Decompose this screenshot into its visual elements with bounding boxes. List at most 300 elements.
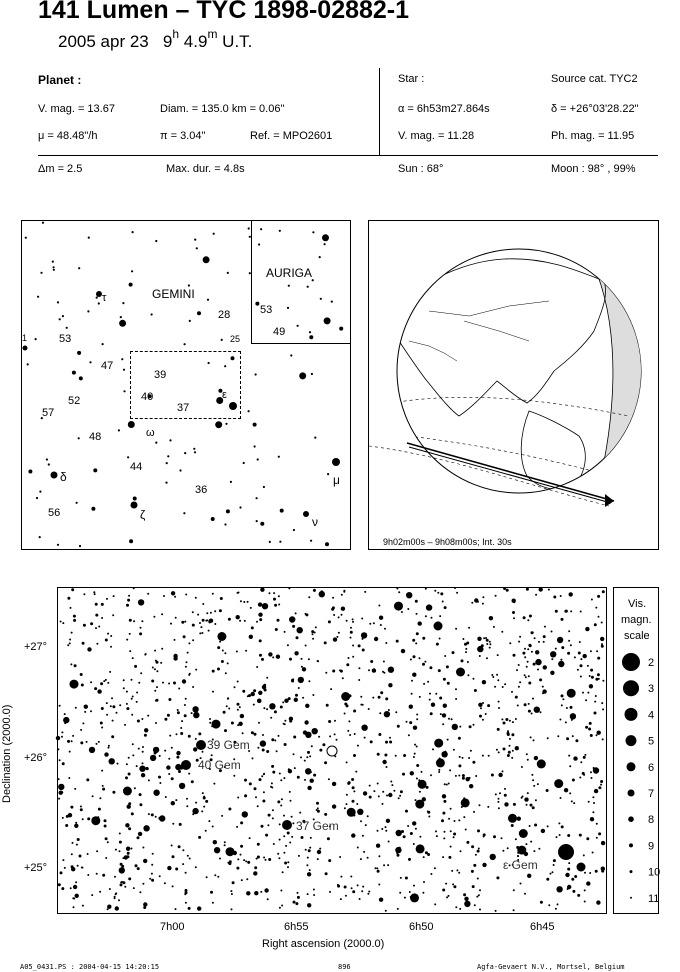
field-star: [195, 669, 197, 671]
field-star: [237, 797, 239, 799]
field-star: [463, 799, 465, 801]
field-star: [116, 712, 118, 714]
finder-star: [303, 511, 309, 517]
time-suffix: U.T.: [217, 32, 253, 51]
field-star: [485, 713, 487, 715]
field-star: [408, 734, 410, 736]
field-star: [479, 889, 481, 891]
field-star: [271, 787, 273, 789]
field-star: [253, 704, 255, 706]
field-star: [71, 867, 75, 871]
field-star: [589, 872, 591, 874]
field-star: [561, 694, 564, 697]
field-star: [344, 886, 347, 889]
field-star: [361, 890, 363, 892]
field-star: [312, 638, 314, 640]
field-star: [150, 755, 156, 761]
field-star: [479, 715, 482, 718]
finder-star: [263, 486, 265, 488]
finder-star: [319, 256, 321, 258]
named-star: [434, 622, 443, 631]
field-star: [553, 864, 555, 866]
field-star: [126, 703, 128, 705]
field-star: [384, 711, 390, 717]
field-star: [498, 701, 500, 703]
field-star: [296, 636, 299, 639]
field-star: [453, 836, 455, 838]
field-star: [95, 603, 98, 606]
field-star: [269, 592, 271, 594]
field-star: [208, 630, 210, 632]
field-star: [205, 830, 207, 832]
field-star: [378, 795, 380, 797]
field-star: [279, 839, 281, 841]
field-star: [526, 588, 529, 591]
field-star: [467, 674, 469, 676]
field-star: [282, 701, 284, 703]
field-star: [332, 606, 335, 609]
field-star: [357, 884, 359, 886]
field-star: [136, 692, 138, 694]
field-star: [451, 870, 453, 872]
field-star: [224, 841, 226, 843]
field-star: [430, 712, 433, 715]
finder-star: [260, 522, 264, 526]
field-star: [466, 841, 469, 844]
field-star: [587, 665, 589, 667]
field-star: [430, 873, 432, 875]
field-star: [151, 813, 154, 816]
field-star: [389, 737, 391, 739]
field-star: [489, 641, 491, 643]
field-star: [568, 887, 570, 889]
field-star: [407, 825, 409, 827]
finder-star: [255, 302, 259, 306]
field-star: [472, 761, 475, 764]
field-star: [590, 771, 592, 773]
field-star: [262, 603, 268, 609]
field-star: [293, 736, 296, 739]
field-star: [339, 856, 341, 858]
field-star: [594, 623, 597, 626]
footer-credit: Agfa-Gevaert N.V., Mortsel, Belgium: [477, 963, 625, 971]
field-star: [248, 694, 251, 697]
field-star: [475, 854, 477, 856]
field-star: [402, 773, 405, 776]
field-star: [592, 852, 594, 854]
scale-dot: [630, 870, 633, 873]
field-star: [559, 719, 561, 721]
star-label: 57: [42, 407, 55, 419]
field-star: [379, 898, 383, 902]
field-star: [343, 590, 345, 592]
field-star: [82, 642, 85, 645]
scale-magnitude-label: 3: [648, 683, 655, 696]
field-star: [301, 836, 304, 839]
field-star: [561, 704, 563, 706]
field-star: [334, 720, 336, 722]
field-star: [598, 616, 600, 618]
field-star: [350, 637, 352, 639]
field-star: [177, 709, 179, 711]
field-star: [602, 738, 604, 740]
scale-dot: [625, 708, 638, 721]
field-star: [369, 623, 371, 625]
field-star: [164, 718, 167, 721]
field-star: [388, 683, 392, 687]
field-star: [495, 910, 497, 912]
field-star: [350, 631, 353, 634]
scale-title: Vis.: [628, 598, 647, 610]
field-star: [280, 706, 283, 709]
field-star: [525, 676, 527, 678]
field-star: [133, 887, 135, 889]
field-star: [263, 791, 265, 793]
moon-info: Moon : 98° , 99%: [551, 163, 636, 175]
field-star: [317, 810, 320, 813]
field-star: [283, 815, 285, 817]
field-star: [568, 862, 570, 864]
field-star: [419, 791, 421, 793]
finder-star: [226, 509, 230, 513]
field-star: [442, 856, 444, 858]
star-label: 47: [101, 360, 114, 372]
field-star: [443, 704, 447, 708]
field-star: [347, 730, 349, 732]
finder-star: [324, 243, 326, 245]
field-star: [240, 854, 242, 856]
finder-star: [51, 472, 58, 479]
field-star: [203, 797, 206, 800]
planet-heading: Planet :: [38, 73, 82, 87]
field-star: [594, 789, 598, 793]
field-star: [346, 663, 349, 666]
field-star: [602, 680, 604, 682]
field-star: [413, 885, 415, 887]
field-star: [173, 682, 176, 685]
page-title: 141 Lumen – TYC 1898-02882-1: [38, 0, 410, 24]
field-star: [187, 855, 189, 857]
field-star: [284, 631, 286, 633]
field-star: [410, 893, 419, 902]
finder-star: [122, 302, 124, 304]
field-star: [378, 733, 381, 736]
star-delta: δ = +26°03'28.22": [551, 103, 639, 115]
field-star: [110, 635, 112, 637]
field-star: [144, 734, 147, 737]
finder-star: [213, 233, 215, 235]
field-star: [344, 807, 346, 809]
field-star: [155, 816, 157, 818]
field-star: [240, 600, 242, 602]
field-star: [474, 904, 476, 906]
field-star: [272, 771, 275, 774]
field-star: [397, 608, 399, 610]
field-star: [201, 810, 203, 812]
field-star: [497, 728, 500, 731]
field-star: [446, 665, 449, 668]
field-star: [602, 708, 604, 710]
field-star: [532, 698, 534, 700]
field-star: [82, 722, 84, 724]
field-star: [250, 607, 252, 609]
finder-star: [179, 469, 181, 471]
field-star: [352, 645, 354, 647]
scale-magnitude-label: 7: [648, 788, 655, 800]
detail-chart: [57, 587, 607, 914]
field-star: [191, 780, 194, 783]
field-star: [193, 712, 199, 718]
field-star: [127, 852, 130, 855]
field-star: [379, 616, 383, 620]
field-star: [513, 909, 515, 911]
field-star: [428, 816, 430, 818]
field-star: [495, 595, 497, 597]
field-star: [185, 891, 188, 894]
named-star: [282, 820, 292, 830]
finder-star: [165, 482, 167, 484]
field-star: [259, 618, 262, 621]
field-star: [104, 819, 107, 822]
finder-star: [53, 269, 55, 271]
field-star: [322, 743, 325, 746]
finder-star: [230, 481, 232, 483]
field-star: [507, 733, 510, 736]
field-star: [529, 615, 532, 618]
field-star: [370, 740, 373, 743]
finder-star: [183, 512, 185, 514]
field-star: [596, 823, 598, 825]
field-star: [195, 738, 197, 740]
field-star: [350, 627, 352, 629]
field-star: [189, 673, 191, 675]
field-star: [458, 872, 460, 874]
field-star: [414, 744, 416, 746]
field-star: [129, 650, 131, 652]
field-star: [121, 881, 123, 883]
field-star: [313, 894, 315, 896]
field-star: [228, 708, 230, 710]
field-star: [574, 656, 576, 658]
field-star: [566, 737, 569, 740]
field-star: [338, 632, 340, 634]
field-star: [477, 850, 480, 853]
field-star: [99, 797, 101, 799]
finder-star: [155, 240, 157, 242]
field-star: [98, 626, 100, 628]
field-star: [422, 637, 425, 640]
field-star: [543, 641, 545, 643]
finder-star: [53, 266, 55, 268]
field-star: [316, 802, 319, 805]
magnitude-scale: [613, 587, 659, 914]
field-star: [172, 855, 175, 858]
field-star: [171, 591, 175, 595]
field-star: [355, 771, 357, 773]
field-star: [410, 771, 414, 775]
field-star: [143, 825, 149, 831]
field-star: [178, 688, 180, 690]
finder-star: [66, 327, 68, 329]
field-star: [452, 883, 454, 885]
field-star: [593, 767, 599, 773]
field-star: [444, 831, 446, 833]
field-star: [399, 850, 401, 852]
field-star: [119, 833, 121, 835]
footer-page: 896: [338, 963, 351, 971]
finder-star: [331, 301, 333, 303]
field-star: [261, 825, 264, 828]
globe-caption: 9h02m00s – 9h08m00s; Int. 30s: [383, 537, 512, 547]
field-star: [474, 689, 477, 692]
field-star: [176, 756, 179, 759]
field-star: [583, 854, 585, 856]
field-star: [384, 628, 386, 630]
field-star: [219, 641, 221, 643]
field-star: [269, 703, 275, 709]
field-star: [268, 814, 271, 817]
field-star: [388, 841, 390, 843]
field-star: [257, 856, 260, 859]
field-star: [124, 724, 126, 726]
field-star: [515, 718, 517, 720]
field-star: [590, 650, 592, 652]
finder-star: [89, 361, 91, 363]
field-star: [595, 678, 598, 681]
field-star: [127, 599, 130, 602]
field-star: [206, 876, 208, 878]
field-star: [590, 734, 593, 737]
field-star: [497, 654, 499, 656]
field-star: [412, 673, 416, 677]
field-star: [284, 862, 287, 865]
field-star: [197, 906, 201, 910]
field-star: [406, 721, 408, 723]
field-star: [579, 777, 581, 779]
finder-star: [57, 544, 59, 546]
field-star: [455, 628, 457, 630]
delta-mag: Δm = 2.5: [38, 163, 83, 175]
field-star: [266, 708, 268, 710]
field-star: [447, 682, 450, 685]
field-star: [527, 619, 529, 621]
field-star: [533, 850, 535, 852]
field-star: [242, 690, 245, 693]
field-star: [71, 853, 73, 855]
field-star: [425, 588, 427, 590]
field-star: [568, 755, 570, 757]
field-star: [572, 890, 575, 893]
field-star: [494, 686, 496, 688]
field-star: [415, 799, 417, 801]
finder-star: [260, 228, 262, 230]
field-star: [179, 783, 185, 789]
field-star: [532, 632, 534, 634]
field-star: [376, 867, 378, 869]
finder-star: [42, 222, 44, 224]
field-star: [185, 698, 187, 700]
field-star: [503, 587, 506, 590]
field-star: [485, 637, 487, 639]
field-star: [154, 752, 157, 755]
star-label: 37: [177, 402, 190, 414]
field-star: [385, 910, 387, 912]
finder-star: [87, 310, 89, 312]
field-star: [436, 643, 439, 646]
field-star: [64, 867, 66, 869]
field-star: [413, 843, 415, 845]
field-star: [431, 703, 435, 707]
field-star: [95, 627, 97, 629]
field-star: [73, 619, 76, 622]
field-star: [477, 637, 481, 641]
field-star: [422, 892, 424, 894]
field-star: [454, 820, 456, 822]
field-star: [567, 652, 570, 655]
field-star: [336, 636, 338, 638]
field-star: [263, 857, 265, 859]
field-star: [386, 819, 390, 823]
field-star: [82, 905, 84, 907]
field-star: [442, 812, 445, 815]
field-star: [71, 588, 74, 591]
field-star: [313, 774, 316, 777]
field-star: [247, 601, 249, 603]
field-star: [550, 873, 552, 875]
star-label: 39: [154, 369, 167, 381]
field-star: [62, 622, 64, 624]
field-star: [239, 706, 241, 708]
finder-star: [72, 371, 76, 375]
field-star: [141, 620, 143, 622]
field-star: [486, 643, 488, 645]
ra-label: 6h55: [284, 921, 309, 933]
field-star: [442, 889, 445, 892]
field-star: [358, 679, 360, 681]
field-star: [423, 856, 425, 858]
field-star: [110, 646, 112, 648]
field-star: [175, 868, 178, 871]
field-star: [363, 791, 367, 795]
field-star: [156, 699, 159, 702]
field-star: [468, 627, 470, 629]
field-star: [247, 861, 250, 864]
field-star: [362, 649, 365, 652]
finder-star: [91, 507, 95, 511]
field-star: [332, 597, 334, 599]
field-star: [151, 680, 154, 683]
field-star: [466, 777, 470, 781]
field-star: [440, 592, 443, 595]
finder-star: [28, 470, 32, 474]
field-star: [395, 711, 397, 713]
field-star: [561, 646, 564, 649]
field-star: [565, 610, 568, 613]
field-star: [268, 652, 272, 656]
field-star: [386, 795, 388, 797]
field-star: [531, 774, 533, 776]
star-label: ε: [222, 389, 227, 401]
field-star: [125, 823, 129, 827]
field-star: [252, 757, 254, 759]
field-star: [167, 866, 171, 870]
field-star: [300, 756, 302, 758]
field-star: [344, 713, 346, 715]
field-star: [399, 847, 401, 849]
finder-star: [255, 373, 257, 375]
field-star: [136, 701, 138, 703]
field-star: [478, 894, 480, 896]
